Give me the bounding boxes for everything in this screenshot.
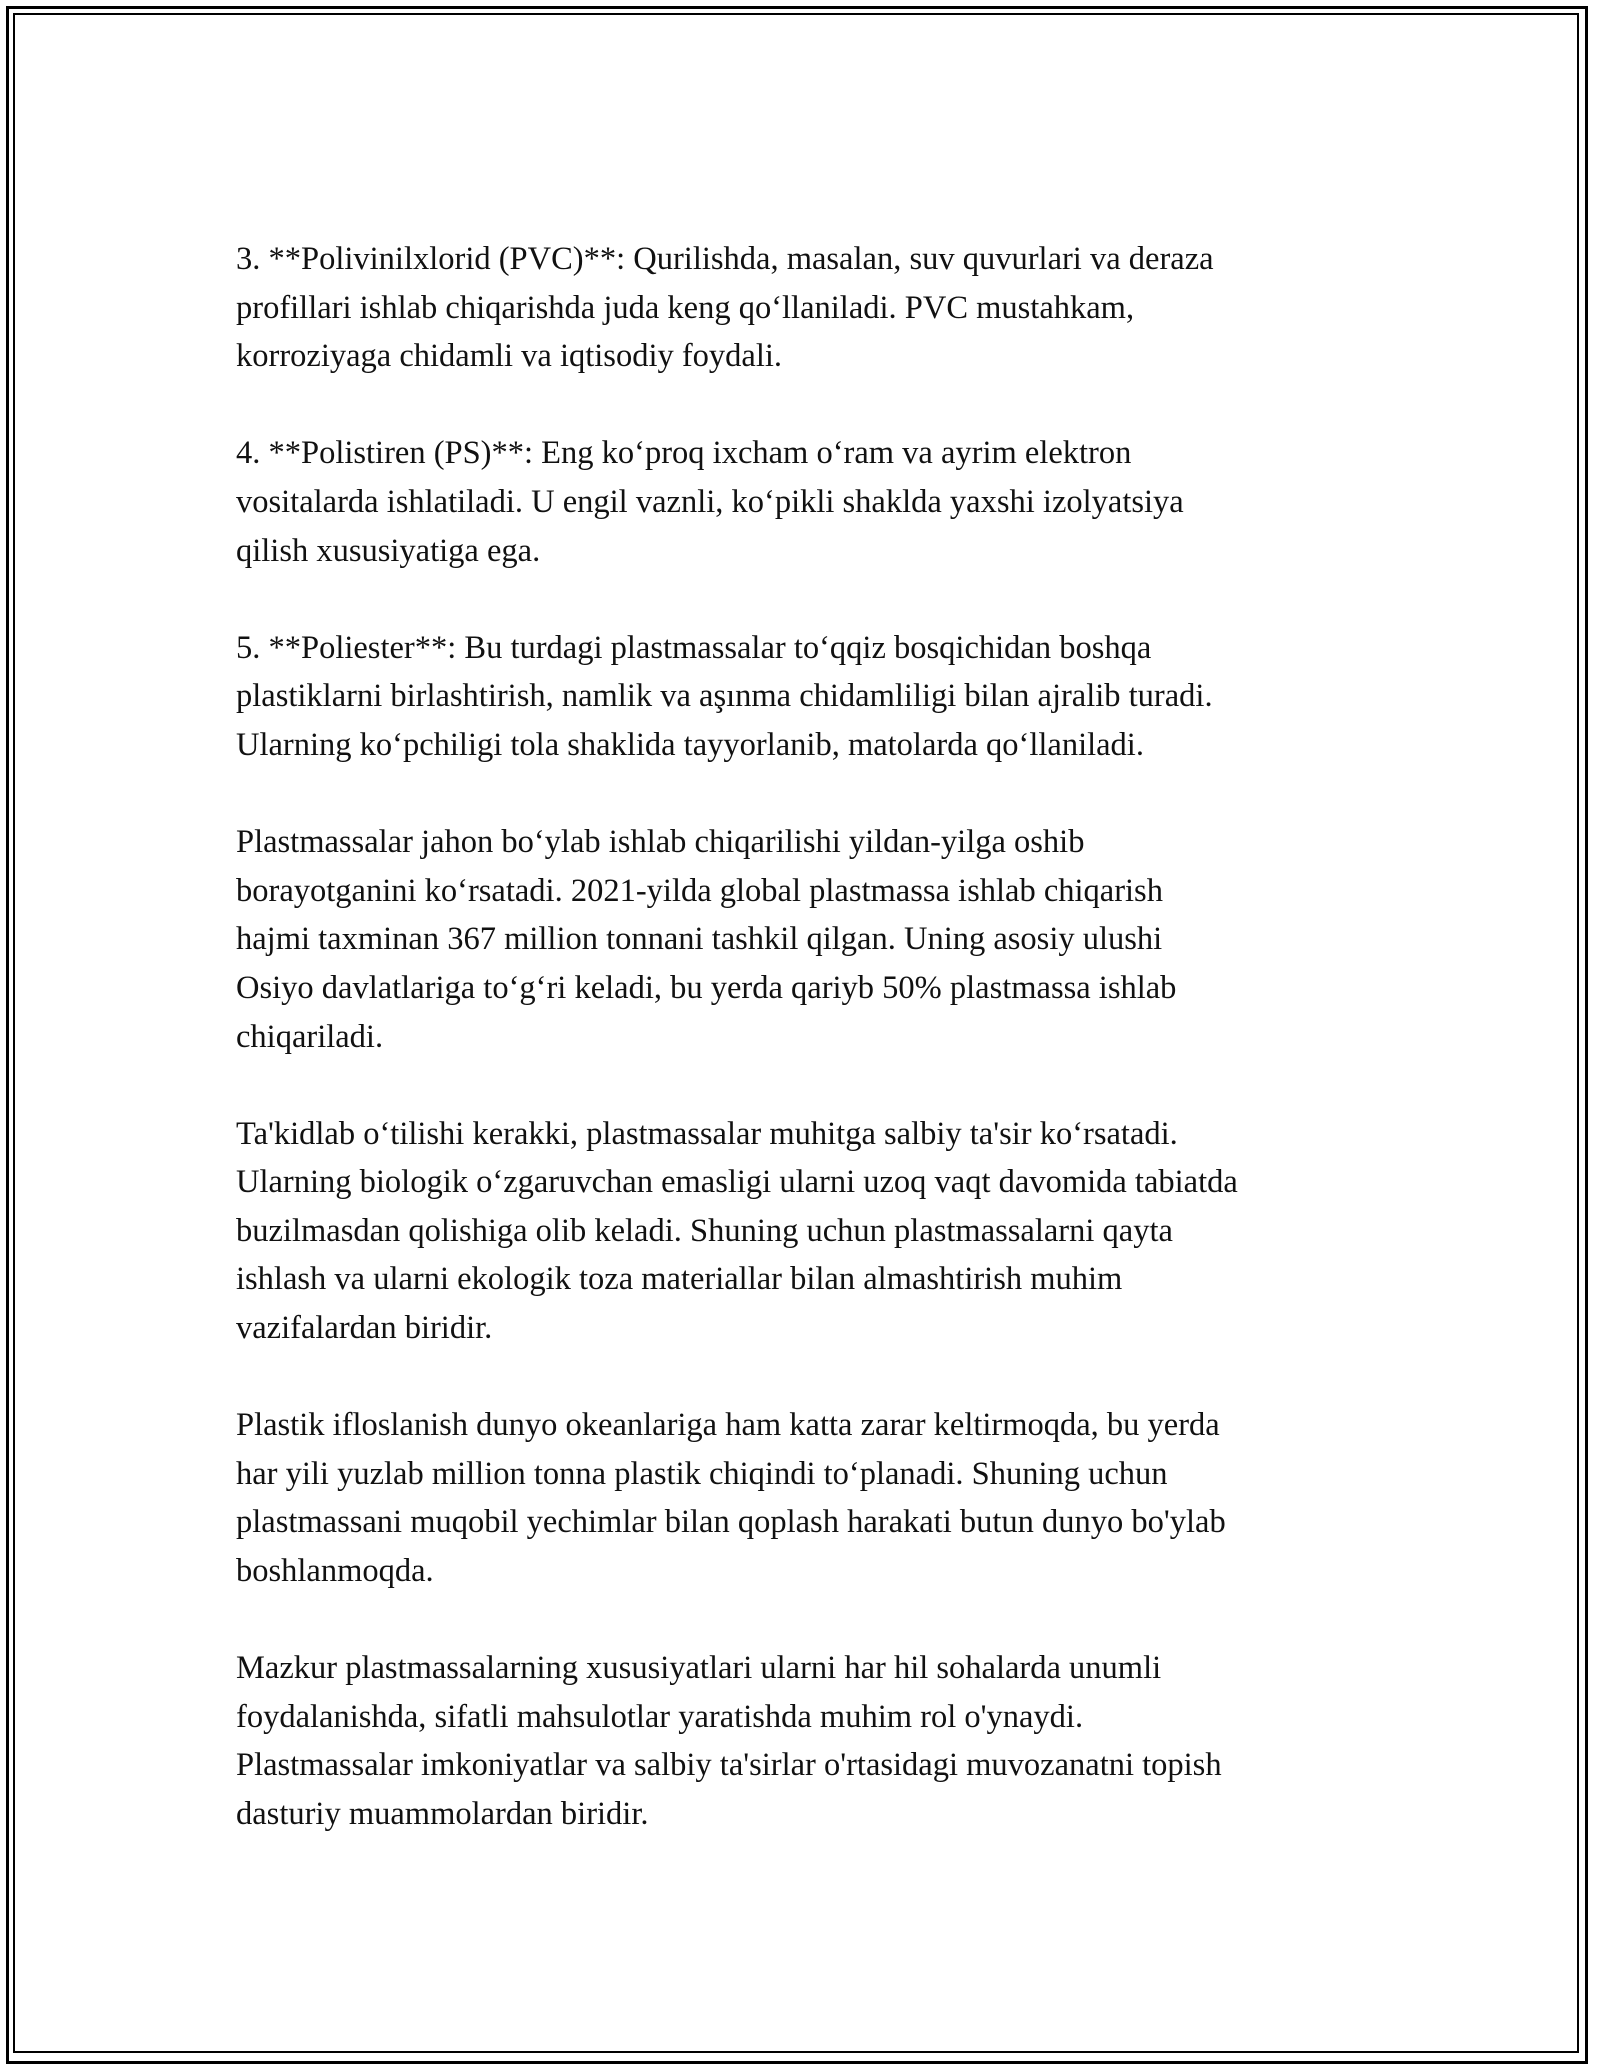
paragraph-conclusion: Mazkur plastmassalarning xususiyatlari ularni har hil sohalarda unumli foydalanishda, sifatli mahsulotlar yaratishda muhim rol o'ynaydi. Plastmassalar imkoniyatlar va salbiy ta'sirlar o'rtasidagi muvozanatni topish dasturiy muammolardan biridir. <box>236 1650 1222 1832</box>
paragraph-pvc: 3. **Polivinilxlorid (PVC)**: Qurilishda, masalan, suv quvurlari va deraza profillari ishlab chiqarishda juda keng qoʻllaniladi. PVC mustahkam, korroziyaga chidamli va iqtisodiy foydali. <box>236 241 1214 375</box>
paragraph-global-production: Plastmassalar jahon boʻylab ishlab chiqarilishi yildan-yilga oshib borayotganini koʻrsatadi. 2021-yilda global plastmassa ishlab chiqarish hajmi taxminan 367 million tonnani tashkil qilgan. Uning asosiy ulushi Osiyo davlatlariga toʻgʻri keladi, bu yerda qariyb 50% plastmassa ishlab chiqariladi. <box>236 824 1177 1055</box>
paragraph-environmental-impact: Ta'kidlab oʻtilishi kerakki, plastmassalar muhitga salbiy ta'sir koʻrsatadi. Ularning biologik oʻzgaruvchan emasligi ularni uzoq vaqt davomida tabiatda buzilmasdan qolishiga olib keladi. Shuning uchun plastmassalarni qayta ishlash va ularni ekologik toza materiallar bilan almashtirish muhim vazifalardan biridir. <box>236 1115 1238 1347</box>
paragraph-polyester: 5. **Poliester**: Bu turdagi plastmassalar toʻqqiz bosqichidan boshqa plastiklarni birlashtirish, namlik va aşınma chidamliligi bilan ajralib turadi. Ularning koʻpchiligi tola shaklida tayyorlanib, matolarda qoʻllaniladi. <box>236 629 1213 763</box>
paragraph-polystyrene: 4. **Polistiren (PS)**: Eng koʻproq ixcham oʻram va ayrim elektron vositalarda ishlatiladi. U engil vaznli, koʻpikli shaklda yaxshi izolyatsiya qilish xususiyatiga ega. <box>236 435 1184 569</box>
paragraph-ocean-pollution: Plastik ifloslanish dunyo okeanlariga ham katta zarar keltirmoqda, bu yerda har yili yuzlab million tonna plastik chiqindi toʻplanadi. Shuning uchun plastmassani muqobil yechimlar bilan qoplash harakati butun dunyo bo'ylab boshlanmoqda. <box>236 1407 1226 1590</box>
document-body <box>236 235 1376 1887</box>
